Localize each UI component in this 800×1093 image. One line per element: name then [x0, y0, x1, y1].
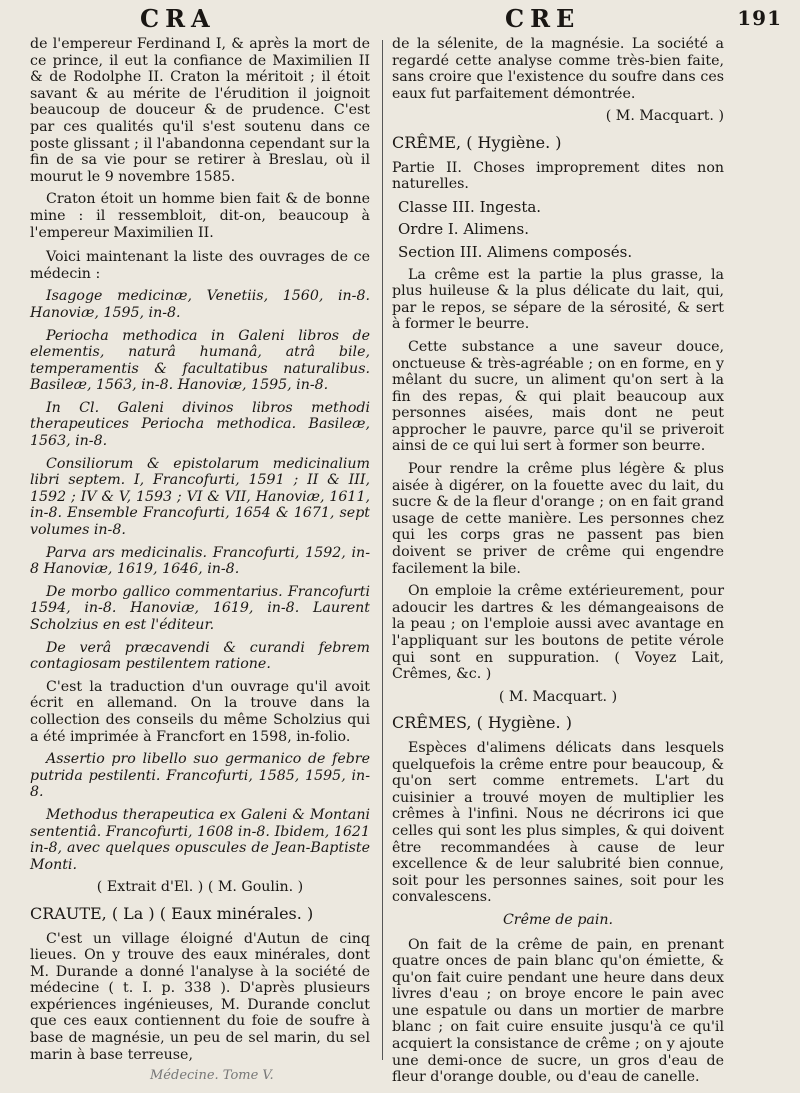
work-entry: Parva ars medicinalis. Francofurti, 1592, in-8 Hanoviæ, 1619, 1646, in-8.: [30, 544, 370, 578]
work-entry: Methodus therapeutica ex Galeni & Montani sententiâ. Francofurti, 1608 in-8. Ibidem, 1621 in-8, avec quelques opuscules de Jean-Baptiste Monti.: [30, 806, 370, 873]
paragraph: C'est un village éloigné d'Autun de cinq lieues. On y trouve des eaux minérales, dont M. Durande a donné l'analyse à la société de médecine ( t. I. p. 338 ). D'après plusieurs expériences ingénieuses, M. Durande conclut que ces eaux contiennent du foie de soufre à base de magnésie, un peu de sel marin, du sel marin à base terreuse,: [30, 930, 370, 1063]
paragraph: C'est la traduction d'un ouvrage qu'il avoit écrit en allemand. On la trouve dans la collection des conseils du même Scholzius qui a été imprimée à Francfort en 1598, in-folio.: [30, 678, 370, 745]
running-head-center: CRE: [505, 4, 581, 33]
column-divider: [382, 40, 383, 1060]
paragraph: Espèces d'alimens délicats dans lesquels quelquefois la crême entre pour beaucoup, & qu'on sert comme entremets. L'art du cuisinier a trouvé moyen de multiplier les crêmes à l'infini. Nous ne décrirons ici que celles qui sont les plus simples, & qui doivent être recommandées à cause de leur excellence & de leur salubrité bien connue, soit pour les personnes saines, soit pour les convalescens.: [392, 739, 724, 906]
paragraph: Craton étoit un homme bien fait & de bonne mine : il ressembloit, dit-on, beaucoup à l'empereur Maximilien II.: [30, 191, 370, 241]
paragraph: Pour rendre la crême plus légère & plus aisée à digérer, on la fouette avec du lait, du sucre & de la fleur d'orange ; on en fait grand usage de cette manière. Les personnes chez qui les corps gras ne passent pas bien doivent se priver de crême qui engendre facilement la bile.: [392, 461, 724, 577]
subheading: Crême de pain.: [502, 911, 614, 928]
classification-line: Partie II. Choses improprement dites non naturelles.: [392, 159, 724, 193]
page-footer: Médecine. Tome V.: [150, 1068, 274, 1083]
work-entry: Periocha methodica in Galeni libros de elementis, naturâ humanâ, atrâ bile, temperamentis & facultatibus naturalibus. Basileæ, 1563, in-8. Hanoviæ, 1595, in-8.: [30, 327, 370, 394]
work-entry: Assertio pro libello suo germanico de febre putrida pestilenti. Francofurti, 1585, 1595, in-8.: [30, 751, 370, 801]
work-entry: De morbo gallico commentarius. Francofurti 1594, in-8. Hanoviæ, 1619, in-8. Laurent Scholzius en est l'éditeur.: [30, 583, 370, 633]
paragraph: On fait de la crême de pain, en prenant quatre onces de pain blanc qu'on émiette, & qu'on fait cuire pendant une heure dans deux livres d'eau ; on broye encore le pain avec une espatule ou dans un mortier de marbre blanc ; on fait cuire ensuite jusqu'à ce qu'il acquiert la consistance de crême ; on y ajoute une demi-once de sucre, un gros d'eau de fleur d'orange double, ou d'eau de canelle.: [392, 936, 724, 1086]
classification-line: Ordre I. Alimens.: [398, 220, 530, 239]
paragraph: Cette substance a une saveur douce, onctueuse & très-agréable ; on en forme, en y mêlant du sucre, un aliment qu'on sert à la fin des repas, & qui plait beaucoup aux personnes aisées, mais dont ne peut approcher le pauvre, parce qu'il se priveroit ainsi de ce qui lui sert à former son beurre.: [392, 338, 724, 455]
entry-title: CRÊME, ( Hygiène. ): [392, 132, 562, 152]
work-entry: De verâ præcavendi & curandi febrem contagiosam pestilentem ratione.: [30, 639, 370, 673]
attribution: ( M. Macquart. ): [605, 108, 724, 125]
classification-line: Section III. Alimens composés.: [398, 242, 633, 261]
paragraph: de la sélenite, de la magnésie. La société a regardé cette analyse comme très-bien faite, sans croire que l'existence du soufre dans ces eaux fut parfaitement démontrée.: [392, 36, 724, 102]
right-column: [392, 36, 724, 1092]
paragraph: La crême est la partie la plus grasse, la plus huileuse & la plus délicate du lait, qui, par le repos, se sépare de la sérosité, & sert à former le beurre.: [392, 266, 724, 333]
work-entry: Isagoge medicinæ, Venetiis, 1560, in-8. Hanoviæ, 1595, in-8.: [30, 288, 370, 321]
attribution: ( M. Macquart. ): [498, 688, 618, 705]
work-entry: Consiliorum & epistolarum medicinalium libri septem. I, Francofurti, 1591 ; II & III, 1592 ; IV & V, 1593 ; VI & VII, Hanoviæ, 1611, in-8. Ensemble Francofurti, 1654 & 1671, sept volumes in-8.: [30, 455, 370, 539]
paragraph: de l'empereur Ferdinand I, & après la mort de ce prince, il eut la confiance de Maximilien II & de Rodolphe II. Craton la méritoit ; il étoit savant & au mérite de l'érudition il joignoit beaucoup de douceur & de prudence. C'est par ces qualités qu'il s'est soutenu dans ce poste glissant ; il l'abandonna cependant sur la fin de sa vie pour se retirer à Breslau, où il mourut le 9 novembre 1585.: [30, 36, 370, 185]
paragraph: Voici maintenant la liste des ouvrages de ce médecin :: [30, 249, 370, 282]
work-entry: In Cl. Galeni divinos libros methodi therapeutices Periocha methodica. Basileæ, 1563, in-8.: [30, 399, 370, 450]
entry-title: CRÊMES, ( Hygiène. ): [392, 713, 572, 733]
page-number: 191: [737, 6, 782, 30]
entry-title: CRAUTE, ( La ) ( Eaux minérales. ): [30, 903, 314, 923]
left-column: [30, 36, 370, 1069]
classification-line: Classe III. Ingesta.: [398, 197, 542, 216]
attribution: ( Extrait d'El. ) ( M. Goulin. ): [96, 879, 304, 896]
running-head-left: CRA: [140, 4, 216, 33]
paragraph: On emploie la crême extérieurement, pour adoucir les dartres & les démangeaisons de la peau ; on l'emploie aussi avec avantage en l'appliquant sur les boutons de petite vérole qui sont en suppuration. ( Voyez Lait, Crêmes, &c. ): [392, 583, 724, 683]
